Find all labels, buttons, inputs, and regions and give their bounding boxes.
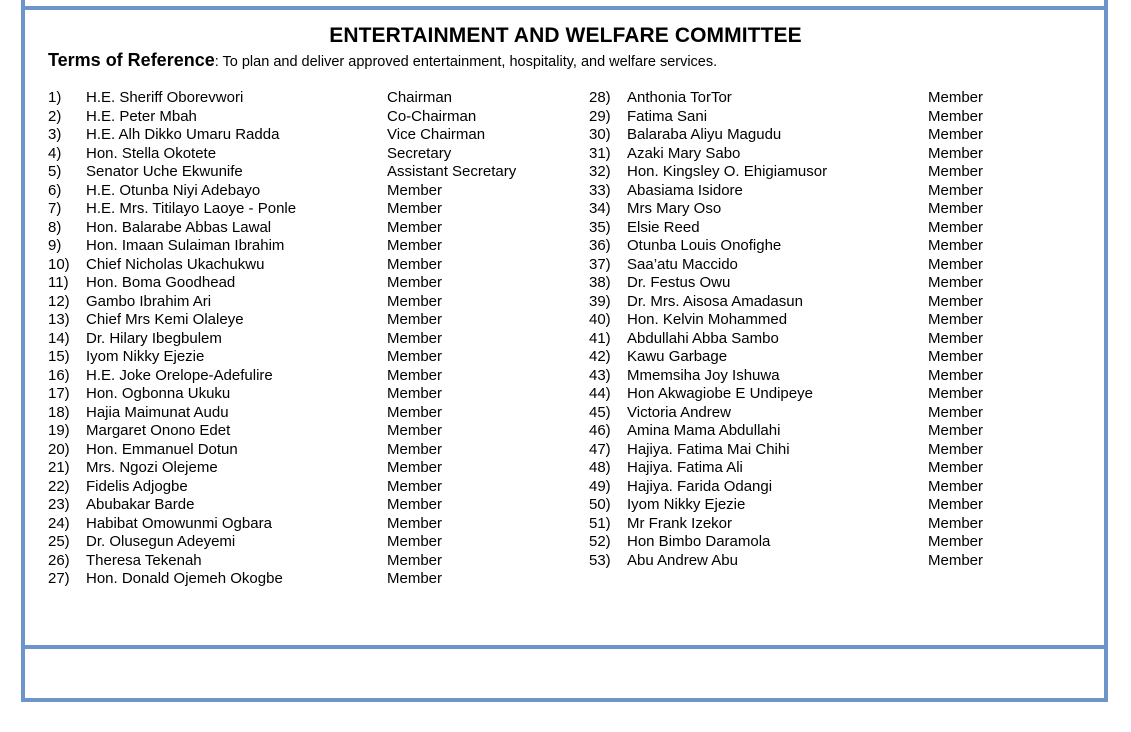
member-role: Member	[387, 403, 443, 421]
member-num: 30)	[589, 126, 611, 143]
member-role: Member	[387, 514, 443, 532]
member-num: 1)	[48, 89, 62, 106]
member-num: 27)	[48, 570, 70, 587]
member-role: Member	[928, 422, 984, 439]
member-name: Mr Frank Izekor	[627, 514, 733, 532]
member-role: Member	[387, 311, 443, 328]
member-role: Member	[387, 570, 443, 587]
top-divider	[21, 6, 1108, 10]
member-role: Member	[928, 237, 984, 254]
member-name: Abasiama Isidore	[627, 181, 743, 199]
member-num: 17)	[48, 385, 70, 402]
member-role: Member	[928, 144, 984, 162]
member-num: 24)	[48, 514, 70, 532]
member-name: Hajia Maimunat Audu	[86, 403, 229, 421]
member-role: Member	[387, 218, 443, 236]
member-num: 36)	[589, 237, 611, 254]
member-name: Hajiya. Fatima Ali	[627, 459, 743, 476]
member-num: 47)	[589, 440, 611, 458]
member-role: Member	[387, 440, 443, 458]
terms-of-reference	[48, 50, 717, 71]
member-role: Member	[387, 181, 443, 199]
member-name: Fatima Sani	[627, 107, 708, 125]
member-name: Dr. Mrs. Aisosa Amadasun	[627, 292, 803, 310]
member-name: H.E. Joke Orelope-Adefulire	[86, 366, 273, 384]
member-name: Saa’atu Maccido	[627, 255, 738, 273]
member-num: 19)	[48, 422, 70, 439]
member-num: 8)	[48, 218, 62, 236]
member-name: Theresa Tekenah	[86, 551, 202, 569]
member-role: Member	[928, 181, 984, 199]
member-role: Member	[928, 496, 984, 513]
member-role: Member	[928, 274, 984, 291]
member-role: Co-Chairman	[387, 107, 477, 125]
member-name: Hon. Boma Goodhead	[86, 274, 236, 291]
member-role: Member	[928, 89, 984, 106]
member-role: Chairman	[387, 89, 453, 106]
member-role: Secretary	[387, 144, 452, 162]
member-num: 52)	[589, 533, 611, 550]
member-name: Otunba Louis Onofighe	[627, 237, 782, 254]
member-name: Hon. Stella Okotete	[86, 144, 217, 162]
member-name: Iyom Nikky Ejezie	[86, 348, 205, 365]
member-num: 51)	[589, 514, 611, 532]
member-name: Kawu Garbage	[627, 348, 728, 365]
member-num: 6)	[48, 181, 62, 199]
member-name: Chief Mrs Kemi Olaleye	[86, 311, 244, 328]
member-role: Member	[387, 348, 443, 365]
member-num: 42)	[589, 348, 611, 365]
member-num: 43)	[589, 366, 611, 384]
member-role: Member	[928, 477, 984, 495]
member-name: Abdullahi Abba Sambo	[627, 329, 779, 347]
member-name: Mmemsiha Joy Ishuwa	[627, 366, 780, 384]
member-num: 33)	[589, 181, 611, 199]
terms-label: Terms of Reference	[48, 50, 215, 70]
page-title: ENTERTAINMENT AND WELFARE COMMITTEE	[329, 24, 802, 47]
member-name: Mrs. Ngozi Olejeme	[86, 459, 218, 476]
member-num: 32)	[589, 163, 611, 180]
member-role: Member	[928, 107, 984, 125]
member-role: Member	[387, 477, 443, 495]
member-role: Member	[928, 311, 984, 328]
member-name: Hon Bimbo Daramola	[627, 533, 771, 550]
member-name: Hon. Imaan Sulaiman Ibrahim	[86, 237, 285, 254]
member-name: Hon. Kelvin Mohammed	[627, 311, 788, 328]
member-name: Azaki Mary Sabo	[627, 144, 741, 162]
member-role: Member	[928, 385, 984, 402]
member-name: Abubakar Barde	[86, 496, 195, 513]
member-num: 38)	[589, 274, 611, 291]
member-name: Victoria Andrew	[627, 403, 731, 421]
member-role: Member	[387, 366, 443, 384]
member-num: 35)	[589, 218, 611, 236]
member-name: Chief Nicholas Ukachukwu	[86, 255, 265, 273]
member-name: Amina Mama Abdullahi	[627, 422, 781, 439]
member-num: 5)	[48, 163, 62, 180]
member-num: 46)	[589, 422, 611, 439]
member-name: Abu Andrew Abu	[627, 551, 738, 569]
member-name: H.E. Alh Dikko Umaru Radda	[86, 126, 280, 143]
member-name: Elsie Reed	[627, 218, 700, 236]
member-role: Member	[928, 218, 984, 236]
member-num: 31)	[589, 144, 611, 162]
member-name: Senator Uche Ekwunife	[86, 163, 243, 180]
member-num: 49)	[589, 477, 611, 495]
member-num: 37)	[589, 255, 611, 273]
member-num: 18)	[48, 403, 70, 421]
member-role: Member	[387, 551, 443, 569]
member-name: H.E. Peter Mbah	[86, 107, 197, 125]
member-name: Fidelis Adjogbe	[86, 477, 188, 495]
member-role: Member	[928, 163, 984, 180]
member-role: Member	[928, 348, 984, 365]
member-name: Dr. Festus Owu	[627, 274, 731, 291]
member-num: 41)	[589, 329, 611, 347]
member-num: 45)	[589, 403, 611, 421]
member-name: H.E. Sheriff Oborevwori	[86, 89, 244, 106]
member-num: 15)	[48, 348, 70, 365]
member-num: 4)	[48, 144, 62, 162]
member-num: 21)	[48, 459, 70, 476]
member-num: 53)	[589, 551, 611, 569]
member-num: 50)	[589, 496, 611, 513]
member-num: 28)	[589, 89, 611, 106]
member-num: 11)	[48, 274, 69, 291]
member-role: Member	[928, 403, 984, 421]
member-name: H.E. Otunba Niyi Adebayo	[86, 181, 261, 199]
member-num: 14)	[48, 329, 70, 347]
member-role: Member	[387, 385, 443, 402]
member-num: 39)	[589, 292, 611, 310]
member-role: Member	[928, 514, 984, 532]
member-role: Member	[928, 292, 984, 310]
member-num: 25)	[48, 533, 70, 550]
member-num: 40)	[589, 311, 611, 328]
member-name: Dr. Olusegun Adeyemi	[86, 533, 236, 550]
member-num: 34)	[589, 200, 611, 217]
member-role: Member	[928, 329, 984, 347]
member-num: 9)	[48, 237, 62, 254]
member-name: Iyom Nikky Ejezie	[627, 496, 746, 513]
member-name: Anthonia TorTor	[627, 89, 732, 106]
member-role: Member	[928, 200, 984, 217]
member-num: 22)	[48, 477, 70, 495]
member-role: Assistant Secretary	[387, 163, 517, 180]
member-role: Member	[928, 533, 984, 550]
member-role: Member	[928, 126, 984, 143]
member-role: Member	[387, 329, 443, 347]
member-role: Member	[387, 200, 443, 217]
member-name: Margaret Onono Edet	[86, 422, 231, 439]
member-num: 13)	[48, 311, 70, 328]
member-role: Member	[387, 255, 443, 273]
member-name: Hajiya. Farida Odangi	[627, 477, 773, 495]
member-num: 12)	[48, 292, 70, 310]
member-num: 3)	[48, 126, 62, 143]
member-name: Balaraba Aliyu Magudu	[627, 126, 782, 143]
member-num: 2)	[48, 107, 62, 125]
member-num: 20)	[48, 440, 70, 458]
member-role: Member	[387, 533, 443, 550]
member-name: Dr. Hilary Ibegbulem	[86, 329, 222, 347]
member-name: Hon. Kingsley O. Ehigiamusor	[627, 163, 828, 180]
member-name: Habibat Omowunmi Ogbara	[86, 514, 272, 532]
member-role: Member	[928, 551, 984, 569]
member-num: 29)	[589, 107, 611, 125]
member-num: 44)	[589, 385, 611, 402]
member-num: 7)	[48, 200, 62, 217]
member-num: 23)	[48, 496, 70, 513]
member-name: Hon. Emmanuel Dotun	[86, 440, 238, 458]
member-role: Member	[387, 422, 443, 439]
bottom-divider	[21, 645, 1108, 649]
member-role: Vice Chairman	[387, 126, 486, 143]
member-name: H.E. Mrs. Titilayo Laoye - Ponle	[86, 200, 297, 217]
member-role: Member	[387, 496, 443, 513]
member-role: Member	[387, 292, 443, 310]
member-name: Hon. Donald Ojemeh Okogbe	[86, 570, 283, 587]
member-name: Hon. Balarabe Abbas Lawal	[86, 218, 272, 236]
member-role: Member	[387, 237, 443, 254]
member-role: Member	[387, 274, 443, 291]
member-role: Member	[928, 366, 984, 384]
member-num: 26)	[48, 551, 70, 569]
member-name: Gambo Ibrahim Ari	[86, 292, 212, 310]
member-name: Mrs Mary Oso	[627, 200, 722, 217]
member-num: 48)	[589, 459, 611, 476]
member-role: Member	[387, 459, 443, 476]
member-name: Hajiya. Fatima Mai Chihi	[627, 440, 790, 458]
member-num: 16)	[48, 366, 70, 384]
member-name: Hon Akwagiobe E Undipeye	[627, 385, 813, 402]
member-num: 10)	[48, 255, 70, 273]
terms-text: : To plan and deliver approved entertainment, hospitality, and welfare services.	[214, 54, 718, 70]
member-name: Hon. Ogbonna Ukuku	[86, 385, 231, 402]
member-role: Member	[928, 440, 984, 458]
member-role: Member	[928, 255, 984, 273]
member-role: Member	[928, 459, 984, 476]
